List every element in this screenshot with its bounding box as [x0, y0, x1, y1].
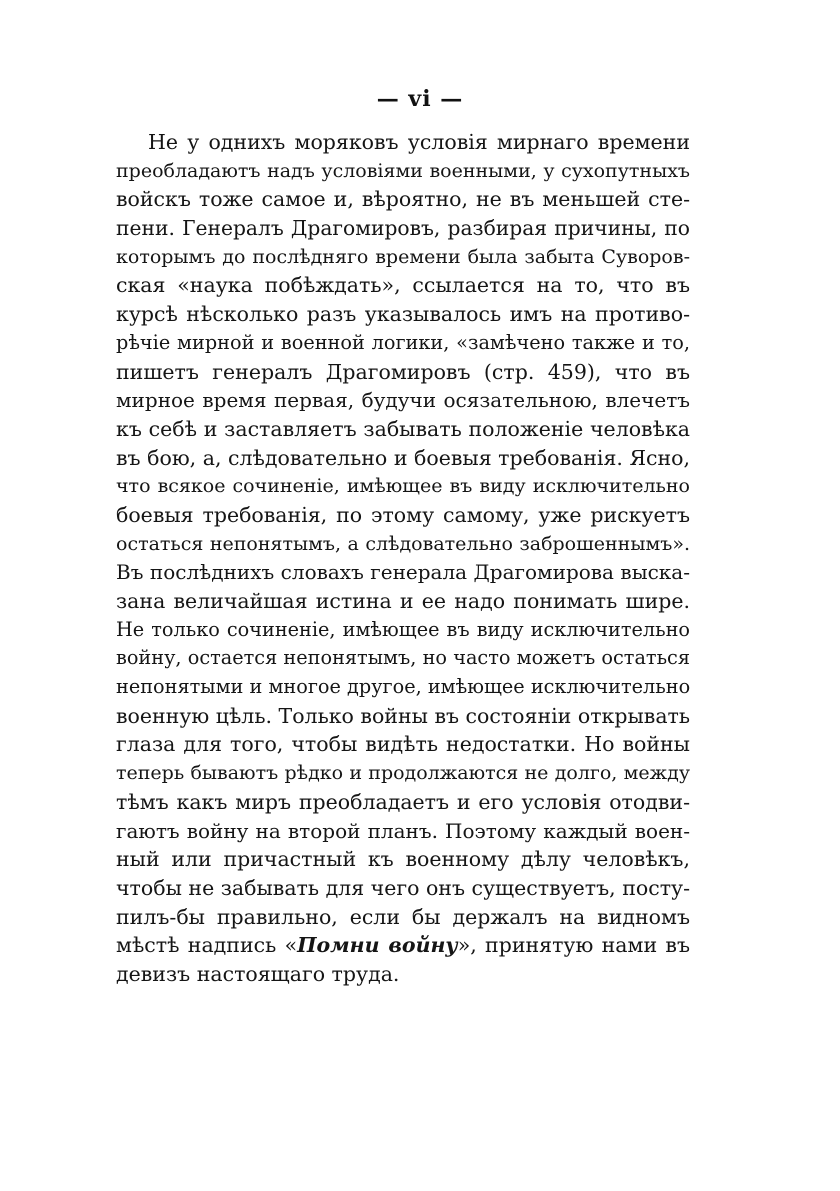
text-line-19: войну, остается непонятымъ, но часто можетъ остаться: [116, 646, 690, 670]
text-line-5: которымъ до послѣдняго времени была забыта Суворов-: [116, 245, 690, 268]
text-line-9: пишетъ генералъ Драгомировъ (стр. 459), что въ: [116, 359, 690, 384]
text-line-12: въ бою, а, слѣдовательно и боевыя требованія. Ясно,: [116, 445, 690, 470]
text-line-16: Въ послѣднихъ словахъ генерала Драгомирова выска-: [116, 560, 690, 585]
text-line-7: курсѣ нѣсколько разъ указывалось имъ на противо-: [116, 302, 690, 327]
text-line-14: боевыя требованія, по этому самому, уже рискуетъ: [116, 502, 690, 527]
text-line-8: рѣчіе мирной и военной логики, «замѣчено также и то,: [116, 330, 690, 354]
text-line-28: пилъ-бы правильно, если бы держалъ на видномъ: [116, 904, 690, 929]
text-line-23: теперь бываютъ рѣдко и продолжаются не долго, между: [116, 762, 690, 785]
text-line-24: тѣмъ какъ миръ преобладаетъ и его условія отодви-: [116, 789, 690, 814]
text-line-1: Не у однихъ моряковъ условія мирнаго времени: [148, 130, 690, 154]
text-line-3: войскъ тоже самое и, вѣроятно, не въ меньшей сте-: [116, 187, 690, 212]
text-line-15: остаться непонятымъ, а слѣдовательно заброшеннымъ».: [116, 532, 690, 555]
text-line-10: мирное время первая, будучи осязательною, влечетъ: [116, 388, 690, 413]
text-line-13: что всякое сочиненіе, имѣющее въ виду исключительно: [116, 475, 690, 498]
text-line-26: ный или причастный къ военному дѣлу человѣкъ,: [116, 847, 690, 872]
text-line-22: глаза для того, чтобы видѣть недостатки. Но войны: [116, 732, 690, 757]
text-line-4: пени. Генералъ Драгомировъ, разбирая причины, по: [116, 216, 690, 241]
text-line-29: [116, 931, 690, 960]
motto-emphasis: Помни войну: [297, 933, 458, 958]
text-line-21: военную цѣль. Только войны въ состояніи открывать: [116, 703, 690, 728]
text-line-20: непонятыми и многое другое, имѣющее исключительно: [116, 675, 690, 699]
text-line-11: къ себѣ и заставляетъ забывать положеніе человѣка: [116, 416, 690, 441]
text-line-18: Не только сочиненіе, имѣющее въ виду исключительно: [116, 617, 690, 641]
page-number-header: — vi —: [376, 86, 464, 112]
text-segment: мѣстѣ надпись «: [116, 933, 298, 958]
text-line-17: зана величайшая истина и ее надо понимать шире.: [116, 589, 690, 613]
text-line-25: гаютъ войну на второй планъ. Поэтому каждый воен-: [116, 818, 690, 843]
text-line-6: ская «наука побѣждать», ссылается на то, что въ: [116, 273, 690, 298]
text-segment: », принятую нами въ: [457, 933, 690, 958]
text-line-2: преобладаютъ надъ условіями военными, у сухопутныхъ: [116, 159, 690, 182]
text-line-30: девизъ настоящаго труда.: [116, 961, 400, 986]
text-line-27: чтобы не забывать для чего онъ существуетъ, посту-: [116, 875, 690, 900]
body-text: [116, 128, 690, 989]
